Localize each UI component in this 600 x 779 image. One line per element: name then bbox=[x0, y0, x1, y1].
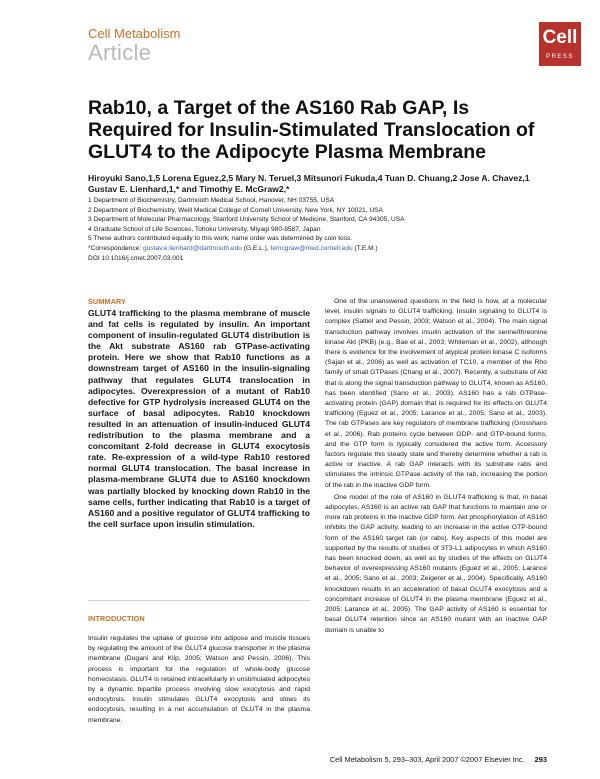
introduction-text: Insulin regulates the uptake of glucose into adipose and muscle tissues by regulating the amount of the GLUT4 glucose transporter in the plasma membrane (Dugani and Klip, 2005; Watson and Pessin, 2006). This process is important for the regulation of whole-body glucose homeostasis. GLUT4 is retained intracellularly in unstimulated adipocytes by a dynamic bipartite process involving slow exocytosis and rapid endocytosis. Insulin stimulates GLUT4 exocytosis and slows its endocytosis, resulting in a net accumulation of GLUT4 in the plasma membrane. bbox=[88, 635, 310, 724]
correspondence-line bbox=[88, 244, 558, 254]
affiliation-4: 4 Graduate School of Life Sciences, Tohoku University, Miyagi 980-8587, Japan bbox=[88, 225, 321, 233]
logo-subtext: PRESS bbox=[546, 54, 574, 60]
logo-text: Cell bbox=[542, 27, 578, 48]
section-divider bbox=[88, 600, 310, 601]
author-list bbox=[88, 173, 558, 195]
email-link-lienhard[interactable]: gustav.e.lienhard@dartmouth.edu bbox=[142, 244, 242, 252]
page-footer bbox=[325, 755, 547, 764]
body-paragraph-2: One model of the role of AS160 in GLUT4 trafficking is that, in basal adipocytes, AS160 is an active rab GAP that functions to maintain one or more rab proteins in the inactive GDP form. Akt phosphorylation of AS160 inhibits the GAP activity, leading to an increase in the active GTP-bound form of the AS160 target rab (or rabs). Key aspects of this model are supported by the results of studies of 3T3-L1 adipocytes in which AS160 has been knocked down, as well as by studies of the effects on GLUT4 behavior of overexpressing AS160 mutants (Eguez et al., 2005; Larance et al., 2005; Sano et al., 2003; Zeigerer et al., 2004). Specifically, AS160 knockdown results in an acceleration of basal GLUT4 exocytosis and a concomitant increase of GLUT4 in the plasma membrane (Eguez et al., 2005; Larance et al., 2005). The GAP activity of AS160 is essential for basal GLUT4 retention since an AS160 mutant with an inactive GAP domain is unable to bbox=[325, 493, 547, 634]
journal-name: Cell Metabolism bbox=[88, 26, 181, 41]
affiliation-1: 1 Department of Biochemistry, Dartmouth Medical School, Hanover, NH 03755, USA bbox=[88, 197, 335, 204]
footer-citation: Cell Metabolism 5, 293–303, April 2007 ©2007 Elsevier Inc. bbox=[329, 755, 525, 764]
author-line-2: Gustav E. Lienhard,1,* and Timothy E. McGraw2,* bbox=[88, 184, 290, 194]
page-number: 293 bbox=[534, 755, 547, 764]
summary-text: GLUT4 trafficking to the plasma membrane of muscle and fat cells is regulated by insulin. An important component of insulin-regulated GLUT4 distribution is the Akt substrate AS160 rab GTPase-activating protein. Here we show that Rab10 functions as a downstream target of AS160 in the insulin-signaling pathway that regulates GLUT4 translocation in adipocytes. Overexpression of a mutant of Rab10 defective for GTP hydrolysis increased GLUT4 on the surface of basal adipocytes. Rab10 knockdown resulted in an attenuation of insulin-induced GLUT4 redistribution to the plasma membrane and a concomitant 2-fold decrease in GLUT4 exocytosis rate. Re-expression of a wild-type Rab10 restored normal GLUT4 translocation. The basal increase in plasma-membrane GLUT4 due to AS160 knockdown was partially blocked by knocking down Rab10 in the same cells, further indicating that Rab10 is a target of AS160 and a positive regulator of GLUT4 trafficking to the cell surface upon insulin stimulation. bbox=[88, 308, 310, 529]
affiliations bbox=[88, 196, 558, 263]
correspondence-label: *Correspondence: bbox=[88, 244, 143, 252]
right-column-body bbox=[325, 297, 547, 638]
correspondence-initials-2: (T.E.M.) bbox=[352, 244, 378, 252]
correspondence-initials-1: (G.E.L.), bbox=[241, 244, 271, 252]
affiliation-5: 5 These authors contributed equally to this work; name order was determined by coin toss. bbox=[88, 235, 353, 243]
affiliation-2: 2 Department of Biochemistry, Weill Medical College of Cornell University, New York, NY 10021, USA bbox=[88, 206, 383, 214]
affiliation-3: 3 Department of Molecular Pharmacology, Stanford University School of Medicine, Stanford, CA 94305, USA bbox=[88, 216, 405, 224]
summary-heading: SUMMARY bbox=[88, 297, 126, 306]
cell-press-logo bbox=[539, 22, 581, 66]
body-paragraph-1: One of the unanswered questions in the field is how, at a molecular level, insulin signals to GLUT4 trafficking. Insulin signaling to GLUT4 is complex (Saltiel and Pessin, 2003; Watson et al., 2004). The main signal transduction pathway involves insulin activation of the serine/threonine kinase Akt (PKB) (e.g., Bae et al., 2003; Whiteman et al., 2002), although there is evidence for the involvement of atypical protein kinase C isoforms (Sajan et al., 2006) as well as activation of TC10, a member of the Rho family of small GTPases (Chang et al., 2007). Recently, a substrate of Akt that is along the signal transduction pathway to GLUT4, known as AS160, has been identified (Sano et al., 2003). AS160 has a rab GTPase-activating protein (GAP) domain that is required for its effects on GLUT4 trafficking (Eguez et al., 2005; Larance et al., 2005; Sano et al., 2003). The rab GTPases are key regulators of membrane trafficking (Grosshans et al., 2006). Rab proteins cycle between GDP- and GTP-bound forms, and the GTP form is typically considered the active form. Accessory factors regulate this steady state and thereby determine whether a rab is active or inactive. A rab GAP interacts with its substrate rabs and stimulates the intrinsic GTPase activity of the rab, increasing the portion of the rab in the inactive GDP form. bbox=[325, 298, 547, 489]
doi: DOI 10.1016/j.cmet.2007.03.001 bbox=[88, 254, 184, 262]
article-title: Rab10, a Target of the AS160 Rab GAP, Is Required for Insulin-Stimulated Translocation of GLUT4 to the Adipocyte Plasma Membrane bbox=[88, 97, 535, 163]
author-line-1: Hiroyuki Sano,1,5 Lorena Eguez,2,5 Mary N. Teruel,3 Mitsunori Fukuda,4 Tuan D. Chuang,2 Jose A. Chavez,1 bbox=[88, 173, 530, 183]
email-link-mcgraw[interactable]: temcgraw@med.cornell.edu bbox=[270, 244, 353, 252]
introduction-heading: INTRODUCTION bbox=[88, 614, 145, 623]
article-type-label: Article bbox=[88, 40, 152, 65]
